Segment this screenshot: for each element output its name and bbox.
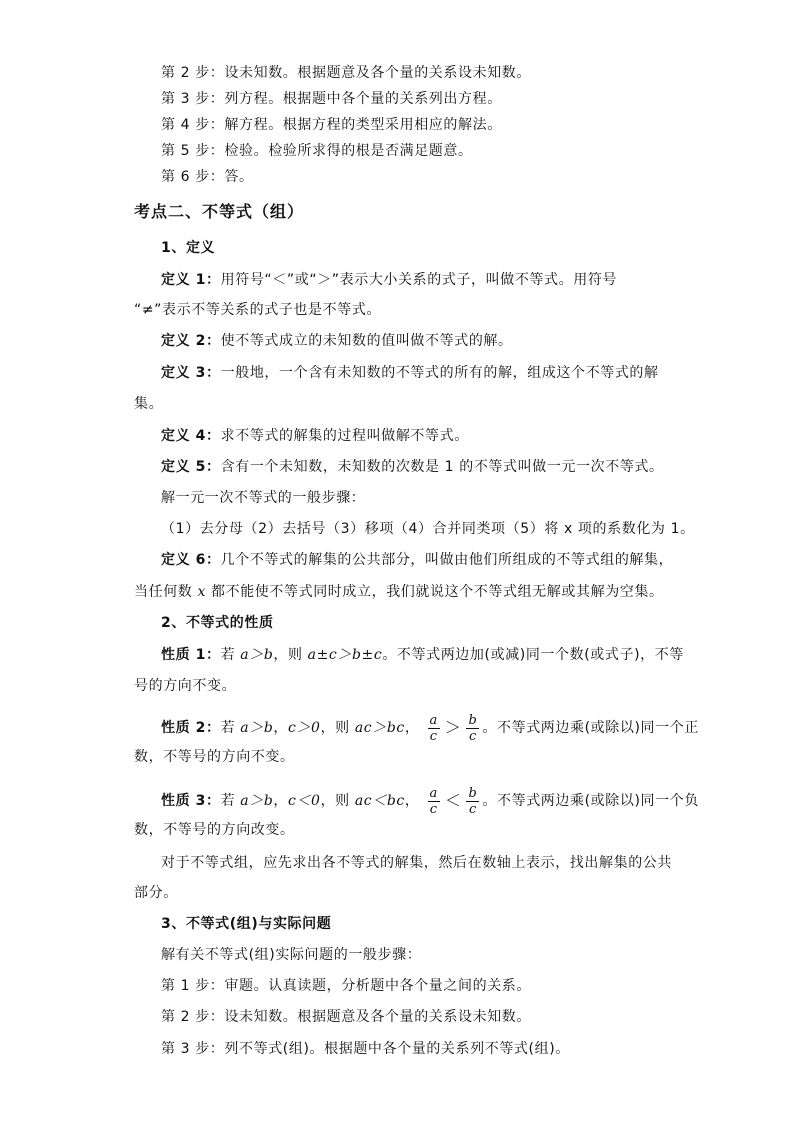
text-segment: 。不等式两边乘(或除以)同一个负 <box>482 793 699 809</box>
definition-label: 定义 1： <box>161 272 221 288</box>
text-segment: 。不等式两边加(或减)同一个数(或式子)，不等 <box>382 647 684 663</box>
step-5-line: 第 5 步：检验。检验所求得的根是否满足题意。 <box>161 143 473 159</box>
fraction <box>428 713 440 744</box>
fraction-numerator: a <box>429 712 438 728</box>
property-2 <box>161 711 699 745</box>
definition-label: 定义 2： <box>161 333 221 349</box>
definition-label: 定义 5： <box>161 459 221 475</box>
fraction-numerator: a <box>429 785 438 801</box>
definition-text: 含有一个未知数，未知数的次数是 1 的不等式叫做一元一次不等式。 <box>220 459 664 475</box>
step-2-line: 第 2 步：设未知数。根据题意及各个量的关系设未知数。 <box>161 65 532 81</box>
math-expression: c＞0 <box>288 720 321 736</box>
text-segment: 若 <box>220 793 241 809</box>
math-variable: x <box>197 584 206 600</box>
text-segment: ，则 <box>273 647 308 663</box>
definition-text: 用符号“＜”或“＞”表示大小关系的式子，叫做不等式。用符号 <box>220 272 618 288</box>
fraction-denominator: c <box>468 728 477 744</box>
text-segment: 若 <box>220 720 241 736</box>
property-3 <box>161 784 699 818</box>
definition-2 <box>161 331 513 351</box>
property-2-cont: 数，不等号的方向不变。 <box>134 749 295 765</box>
definition-text: 使不等式成立的未知数的值叫做不等式的解。 <box>220 333 513 349</box>
math-expression: a＞b <box>240 720 274 736</box>
definition-text: 几个不等式的解集的公共部分，叫做由他们所组成的不等式组的解集， <box>220 552 674 568</box>
definition-6 <box>161 550 673 570</box>
system-note-cont: 部分。 <box>134 885 178 901</box>
definition-1-cont: “≠”表示不等关系的式子也是不等式。 <box>134 302 382 318</box>
relation-symbol: ＜ <box>444 791 462 810</box>
definition-5 <box>161 457 664 477</box>
property-label: 性质 2： <box>161 720 221 736</box>
fraction-denominator: c <box>429 801 438 817</box>
step-3-line: 第 3 步：列方程。根据题中各个量的关系列出方程。 <box>161 91 502 107</box>
definition-3-cont: 集。 <box>134 396 164 412</box>
property-3-cont: 数，不等号的方向改变。 <box>134 822 295 838</box>
fraction-denominator: c <box>468 801 477 817</box>
subsection-title-definitions: 1、定义 <box>161 240 216 256</box>
text-segment: ，则 <box>320 793 355 809</box>
math-expression: ac＞bc <box>354 720 405 736</box>
math-expression: a＞b <box>240 647 274 663</box>
fraction-denominator: c <box>429 728 438 744</box>
practical-step-1: 第 1 步：审题。认真读题，分析题中各个量之间的关系。 <box>161 978 532 994</box>
relation-symbol: ＞ <box>444 718 462 737</box>
math-expression: ac＜bc <box>354 793 405 809</box>
text-segment: 。不等式两边乘(或除以)同一个正 <box>482 720 699 736</box>
fraction <box>428 786 440 817</box>
fraction <box>466 786 479 817</box>
property-label: 性质 3： <box>161 793 221 809</box>
text-segment: 都不能使不等式同时成立，我们就说这个不等式组无解或其解为空集。 <box>205 584 664 600</box>
property-1 <box>161 645 684 665</box>
text-segment: ， <box>273 793 288 809</box>
definition-6-cont <box>134 582 664 602</box>
fraction-numerator: b <box>468 712 478 728</box>
practical-intro: 解有关不等式(组)实际问题的一般步骤： <box>161 947 422 963</box>
text-segment: ， <box>273 720 288 736</box>
fraction <box>466 713 479 744</box>
subsection-title-properties: 2、不等式的性质 <box>161 615 274 631</box>
definition-3 <box>161 363 659 383</box>
fraction-numerator: b <box>468 785 478 801</box>
definition-text: 一般地，一个含有未知数的不等式的所有的解，组成这个不等式的解 <box>220 365 659 381</box>
solve-steps-title: 解一元一次不等式的一般步骤： <box>161 490 366 506</box>
solve-steps: （1）去分母（2）去括号（3）移项（4）合并同类项（5）将 x 项的系数化为 1。 <box>161 521 695 537</box>
math-expression: a＞b <box>240 793 274 809</box>
step-4-line: 第 4 步：解方程。根据方程的类型采用相应的解法。 <box>161 117 502 133</box>
definition-text: 求不等式的解集的过程叫做解不等式。 <box>220 428 469 444</box>
text-segment: 当任何数 <box>134 584 198 600</box>
text-segment: ， <box>404 720 420 736</box>
text-segment: 若 <box>220 647 241 663</box>
subsection-title-practical: 3、不等式(组)与实际问题 <box>161 916 332 932</box>
math-expression: c＜0 <box>288 793 321 809</box>
system-note: 对于不等式组，应先求出各不等式的解集，然后在数轴上表示，找出解集的公共 <box>161 855 672 871</box>
definition-label: 定义 4： <box>161 428 221 444</box>
definition-label: 定义 6： <box>161 552 221 568</box>
practical-step-2: 第 2 步：设未知数。根据题意及各个量的关系设未知数。 <box>161 1009 532 1025</box>
step-6-line: 第 6 步：答。 <box>161 169 254 185</box>
definition-4 <box>161 426 469 446</box>
property-1-cont: 号的方向不变。 <box>134 678 237 694</box>
practical-step-3: 第 3 步：列不等式(组)。根据题中各个量的关系列不等式(组)。 <box>161 1041 570 1057</box>
definition-1 <box>161 270 617 290</box>
math-expression: a±c＞b±c <box>307 647 383 663</box>
section-title: 考点二、不等式（组） <box>134 202 305 221</box>
text-segment: ，则 <box>320 720 355 736</box>
definition-label: 定义 3： <box>161 365 221 381</box>
text-segment: ， <box>404 793 420 809</box>
property-label: 性质 1： <box>161 647 221 663</box>
